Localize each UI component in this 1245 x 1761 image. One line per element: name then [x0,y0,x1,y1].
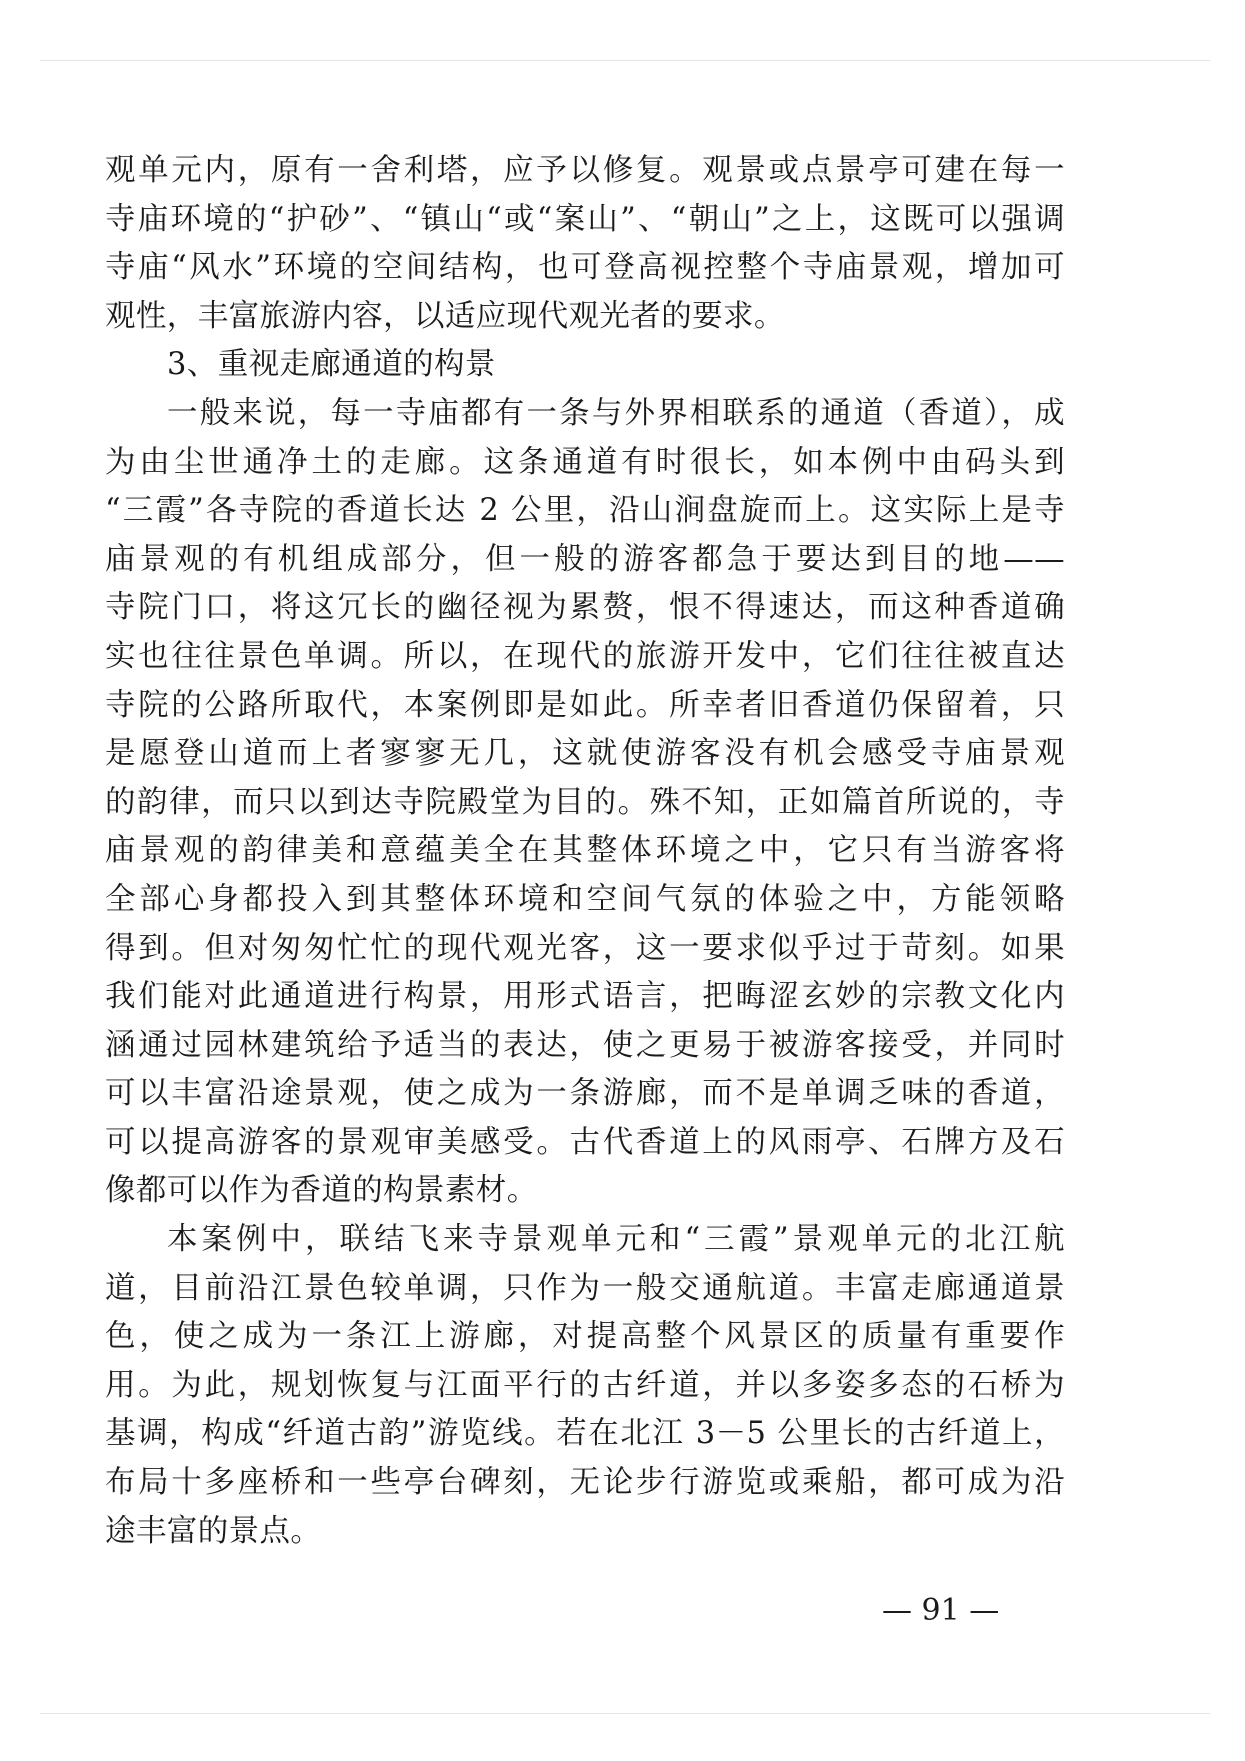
text-line: 布局十多座桥和一些亭台碑刻，无论步行游览或乘船，都可成为沿 [105,1465,1065,1501]
bottom-edge-rule [40,1713,1210,1714]
text-line: 观性，丰富旅游内容，以适应现代观光者的要求。 [105,298,785,334]
text-line: 一般来说，每一寺庙都有一条与外界相联系的通道（香道），成 [167,395,1065,431]
top-edge-rule [40,60,1210,61]
paragraph-continuation [105,147,1065,341]
text-line: 庙景观的有机组成部分，但一般的游客都急于要达到目的地—— [105,541,1065,577]
text-line: 全部心身都投入到其整体环境和空间气氛的体验之中，方能领略 [105,881,1065,917]
text-line: 得到。但对匆匆忙忙的现代观光客，这一要求似乎过于苛刻。如果 [105,930,1065,966]
text-line: 为由尘世通净土的走廊。这条通道有时很长，如本例中由码头到 [105,444,1065,480]
text-line: 途丰富的景点。 [105,1513,322,1549]
page-body [105,147,1065,1556]
text-line: 本案例中，联结飞来寺景观单元和“三霞”景观单元的北江航 [167,1222,1065,1258]
text-line: 寺院门口，将这冗长的幽径视为累赘，恨不得速达，而这种香道确 [105,590,1065,626]
text-line: 可以丰富沿途景观，使之成为一条游廊，而不是单调乏味的香道， [105,1076,1065,1112]
text-line: 道，目前沿江景色较单调，只作为一般交通航道。丰富走廊通道景 [105,1270,1065,1306]
text-line: 涵通过园林建筑给予适当的表达，使之更易于被游客接受，并同时 [105,1027,1065,1063]
text-line: 可以提高游客的景观审美感受。古代香道上的风雨亭、石牌方及石 [105,1124,1065,1160]
text-line: 寺庙“风水”环境的空间结构，也可登高视控整个寺庙景观，增加可 [105,250,1065,286]
text-line: 我们能对此通道进行构景，用形式语言，把晦涩玄妙的宗教文化内 [105,979,1065,1015]
text-line: 实也往往景色单调。所以，在现代的旅游开发中，它们往往被直达 [105,638,1065,674]
section-heading-text: 3、重视走廊通道的构景 [167,347,496,383]
text-line: 寺院的公路所取代，本案例即是如此。所幸者旧香道仍保留着，只 [105,687,1065,723]
page-number: — 91 — [882,1593,1000,1628]
text-line: 像都可以作为香道的构景素材。 [105,1173,538,1209]
text-line: 色，使之成为一条江上游廊，对提高整个风景区的质量有重要作 [105,1319,1065,1355]
text-line: 是愿登山道而上者寥寥无几，这就使游客没有机会感受寺庙景观 [105,736,1065,772]
text-line: 基调，构成“纤道古韵”游览线。若在北江 3－5 公里长的古纤道上， [105,1416,1065,1452]
text-line: “三霞”各寺院的香道长达 2 公里，沿山涧盘旋而上。这实际上是寺 [105,493,1065,529]
text-line: 寺庙环境的“护砂”、“镇山“或“案山”、“朝山”之上，这既可以强调 [105,201,1065,237]
text-line: 用。为此，规划恢复与江面平行的古纤道，并以多姿多态的石桥为 [105,1367,1065,1403]
text-line: 庙景观的韵律美和意蕴美全在其整体环境之中，它只有当游客将 [105,833,1065,869]
section-heading [105,341,1065,390]
text-line: 观单元内，原有一舍利塔，应予以修复。观景或点景亭可建在每一 [105,153,1065,188]
paragraph [105,1216,1065,1556]
text-line: 的韵律，而只以到达寺院殿堂为目的。殊不知，正如篇首所说的，寺 [105,784,1065,820]
paragraph [105,390,1065,1216]
